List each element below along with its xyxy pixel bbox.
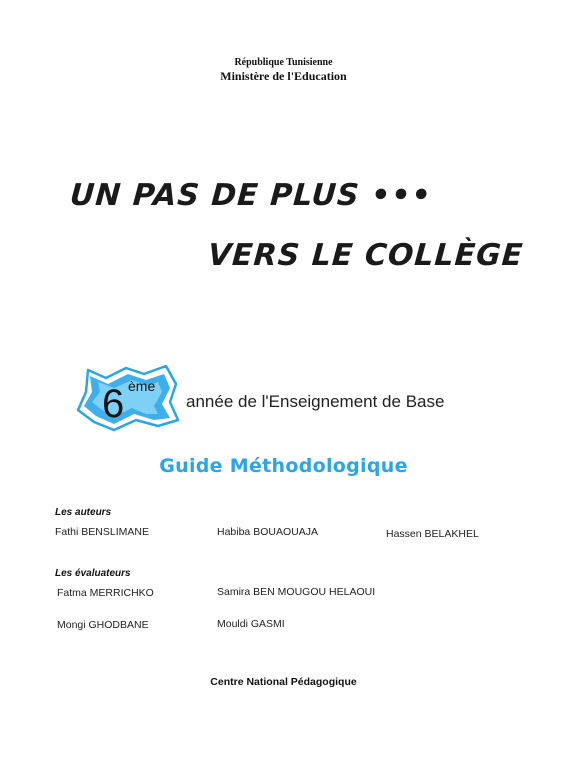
grade-description: année de l'Enseignement de Base [186, 392, 445, 411]
guide-title: Guide Méthodologique [159, 455, 408, 477]
country-name: République Tunisienne [234, 57, 333, 68]
evaluator-name: Mongi GHODBANE [57, 619, 149, 631]
evaluator-name: Mouldi GASMI [217, 618, 285, 630]
evaluators-label: Les évaluateurs [55, 568, 131, 579]
publisher-name: Centre National Pédagogique [210, 676, 357, 688]
ministry-name: Ministère de l'Education [220, 69, 347, 83]
evaluator-name: Fatma MERRICHKO [57, 587, 154, 599]
title-line-1: UN PAS DE PLUS ••• [68, 178, 433, 213]
grade-badge-shape [74, 362, 184, 434]
evaluator-name: Samira BEN MOUGOU HELAOUI [217, 586, 376, 598]
grade-number: 6 [102, 382, 125, 426]
title-line-2: VERS LE COLLÈGE [206, 238, 525, 273]
grade-suffix: ème [128, 378, 156, 394]
author-name: Hassen BELAKHEL [386, 528, 479, 540]
authors-label: Les auteurs [55, 507, 112, 518]
author-name: Habiba BOUAOUAJA [217, 526, 318, 538]
author-name: Fathi BENSLIMANE [55, 526, 149, 538]
